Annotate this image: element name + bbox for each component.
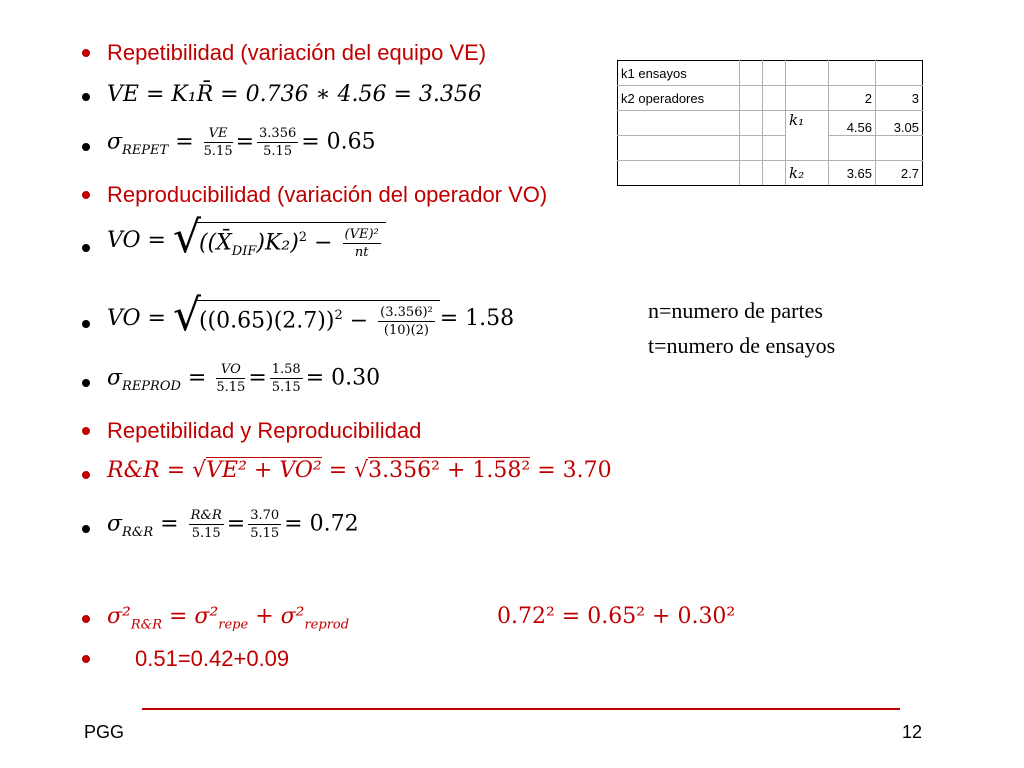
- sigma-repet-equation: $\sigma_{REPET}$ = $\frac{VE}{5.15}$ = $\frac{3.356}{5.15}$ = 0.65: [107, 126, 376, 159]
- table-cell: k2 operadores: [618, 86, 740, 111]
- rr-equation: R&R = √VE² + VO² = √3.356² + 1.58² = 3.70: [107, 458, 612, 483]
- table-cell: 2: [829, 86, 876, 111]
- table-row: [618, 61, 923, 86]
- vo-numeric: VO = √ $((0.65)(2.7))^2$ − $\frac{\text{(3.356)²}}{(10)(2)}$ = 1.58: [107, 300, 514, 338]
- sigma-rr-equation: $\sigma_{R\&R}$ = $\frac{R\&R}{5.15}$ = $\frac{3.70}{5.15}$ = 0.72: [107, 508, 359, 541]
- repetibilidad-heading: Repetibilidad (variación del equipo VE): [107, 40, 487, 65]
- variance-numeric: 0.72² = 0.65² + 0.30²: [497, 604, 736, 629]
- bullet-dot: [82, 49, 90, 57]
- variance-equation: $\sigma^2_{R\&R} = \sigma^2_{repe} + \sigma^2_{reprod}$: [107, 604, 350, 633]
- table-cell: 4.56: [829, 111, 876, 136]
- table-row: [618, 161, 923, 186]
- t-definition: t=numero de ensayos: [648, 333, 836, 358]
- table-cell: 3.05: [876, 111, 923, 136]
- k1-symbol: k₁: [789, 111, 805, 129]
- table-cell: 2.7: [876, 161, 923, 186]
- sigma-reprod-equation: $\sigma_{REPROD}$ = $\frac{VO}{5.15}$ = $\frac{1.58}{5.15}$ = 0.30: [107, 362, 381, 395]
- footer-author: PGG: [84, 722, 125, 742]
- k-constants-table: [617, 60, 923, 186]
- page-number: 12: [902, 722, 923, 742]
- vo-formula: VO = √ $((X̄_{DIF})K_2)^2$ − $\frac{\text{(VE)²}}{nt}$: [107, 222, 386, 260]
- n-definition: n=numero de partes: [648, 298, 823, 323]
- table-row: [618, 86, 923, 111]
- rr-heading: Repetibilidad y Reproducibilidad: [107, 418, 422, 443]
- k2-symbol: k₂: [789, 164, 805, 182]
- sum-line: 0.51=0.42+0.09: [135, 646, 290, 671]
- table-cell: k1 ensayos: [618, 61, 740, 86]
- table-cell: 3: [876, 86, 923, 111]
- table-row: [618, 111, 923, 136]
- footer-divider: [142, 708, 900, 710]
- reproducibilidad-heading: Reproducibilidad (variación del operador VO): [107, 182, 548, 207]
- table-row: [618, 136, 923, 161]
- table-cell: 3.65: [829, 161, 876, 186]
- ve-equation: VE = K₁R̄ = 0.736 ∗ 4.56 = 3.356: [107, 82, 482, 107]
